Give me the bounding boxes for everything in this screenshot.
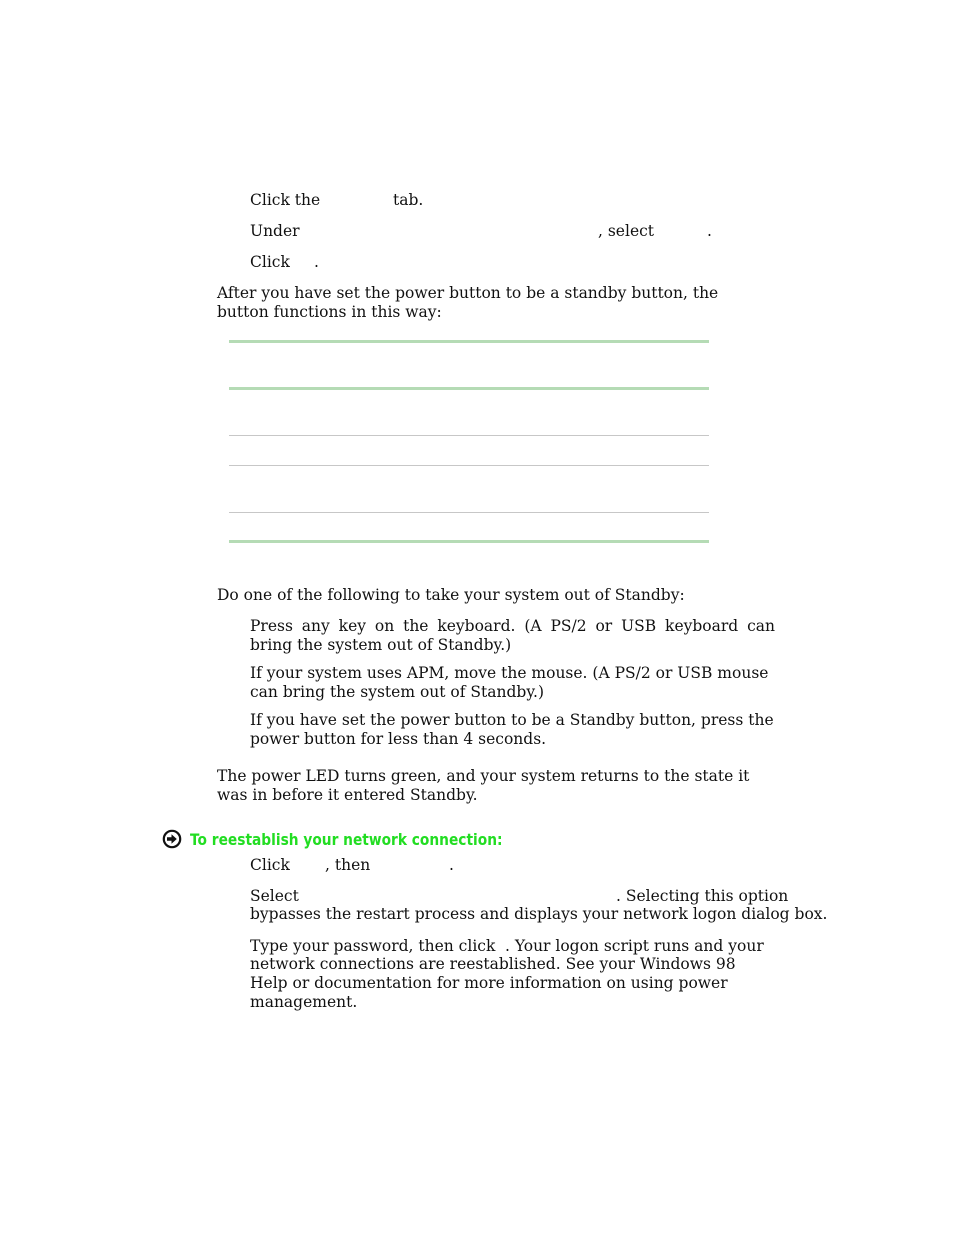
network-step-1 [250,856,454,875]
network-step-2 [250,887,789,906]
step-click-ok [250,253,319,272]
step-click-tab-pre: Click the [250,191,321,209]
step-under-mid: , select [598,222,655,240]
step-under-pre: Under [250,222,300,240]
table-row-divider [229,512,709,513]
table-row-divider [229,465,709,466]
wake-option: Press any key on the keyboard. (A PS/2 or USB keyboard can bring the system out of Standby.) [250,617,775,654]
table-top-rule [229,340,709,343]
table-row-divider [229,435,709,436]
result-paragraph: The power LED turns green, and your system returns to the state it was in before it entered Standby. [217,767,750,804]
network-step-3-post: . Your logon script runs and your [505,937,764,955]
step-under-post: . [707,222,712,240]
network-step-2-post: . Selecting this option [616,887,789,905]
network-step-1-pre: Click [250,856,290,874]
step-under-select [250,222,712,241]
intro-paragraph: After you have set the power button to be a standby button, the button functions in this way: [217,284,719,321]
network-step-3 [250,937,764,956]
wake-option: If your system uses APM, move the mouse. (A PS/2 or USB mouse can bring the system out of Standby.) [250,664,769,701]
step-click-ok-pre: Click [250,253,290,271]
step-click-tab [250,191,424,210]
network-step-3-pre: Type your password, then click [250,937,496,955]
network-step-1-mid: , then [325,856,371,874]
table-header-rule [229,387,709,390]
network-step-2-rest: bypasses the restart process and displays your network logon dialog box. [250,905,828,923]
step-click-ok-post: . [314,253,319,271]
wake-intro: Do one of the following to take your system out of Standby: [217,586,685,604]
network-heading [162,827,553,851]
network-step-3-rest: network connections are reestablished. See your Windows 98 Help or documentation for more information on using power management. [250,955,736,1011]
table-bottom-rule [229,540,709,543]
network-step-2-pre: Select [250,887,299,905]
step-click-tab-post: tab. [393,191,424,209]
arrow-right-circle-icon [162,829,182,849]
network-step-1-post: . [449,856,454,874]
wake-option: If you have set the power button to be a Standby button, press the power button for less than 4 seconds. [250,711,774,748]
network-heading-text: To reestablish your network connection: [190,829,503,849]
